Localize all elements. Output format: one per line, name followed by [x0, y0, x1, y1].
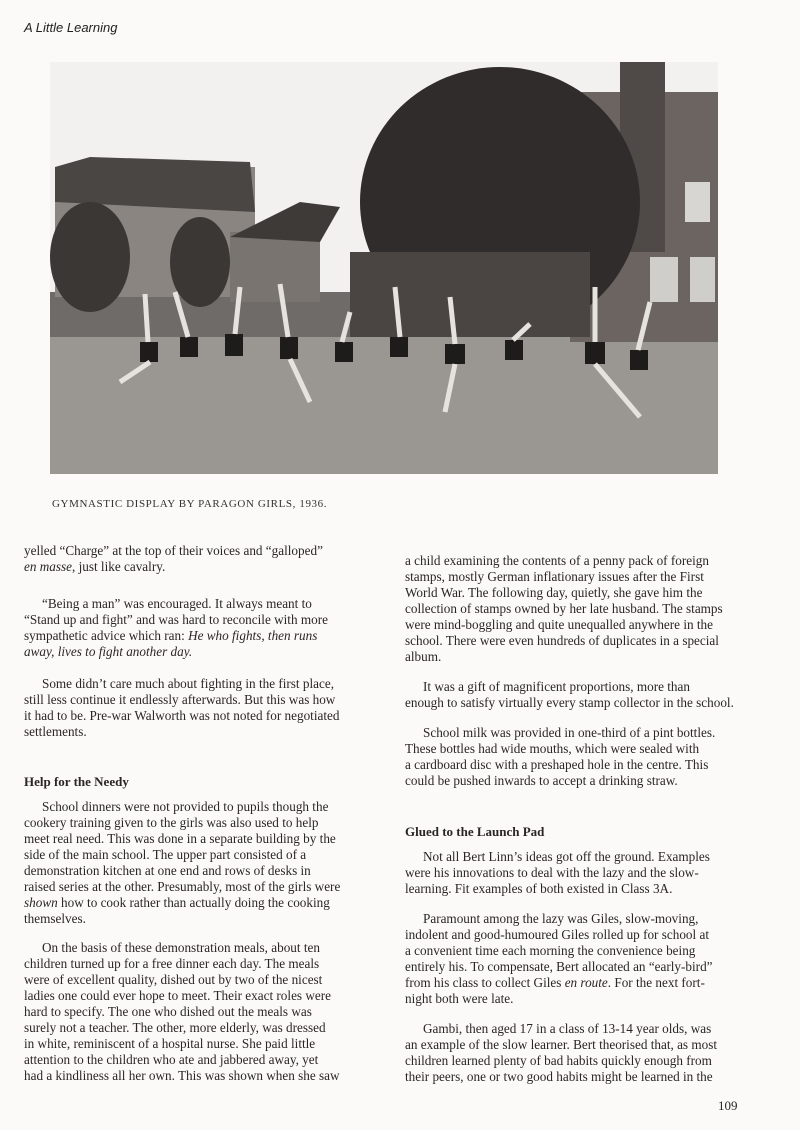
photo-caption: GYMNASTIC DISPLAY BY PARAGON GIRLS, 1936. — [52, 498, 328, 510]
text-line: “Stand up and fight” and was hard to reconcile with more — [24, 612, 328, 627]
text-line: collection of stamps owned by her late husband. The stamps — [405, 601, 723, 616]
text-line: ladies one could ever hope to meet. Their exact roles were — [24, 988, 331, 1003]
text-line: These bottles had wide mouths, which were sealed with — [405, 741, 700, 756]
text-line: Gambi, then aged 17 in a class of 13-14 year olds, was — [423, 1021, 712, 1036]
paragraph — [24, 543, 323, 575]
paragraph — [405, 911, 713, 1007]
text-line: School milk was provided in one-third of a pint bottles. — [423, 725, 716, 740]
text-line: a child examining the contents of a penny pack of foreign — [405, 553, 709, 568]
text-line: in white, reminiscent of a hospital nurse. She paid little — [24, 1036, 316, 1051]
text-line: yelled “Charge” at the top of their voices and “galloped” — [24, 543, 323, 558]
section-heading: Help for the Needy — [24, 774, 129, 789]
italic-text: He who fights, then runs — [188, 628, 318, 643]
text-line: a convenient time each morning the convenience being — [405, 943, 696, 958]
text-line: night both were late. — [405, 991, 514, 1006]
text-line: surely not a teacher. The other, more elderly, was dressed — [24, 1020, 326, 1035]
italic-text: away, lives to fight another day. — [24, 644, 193, 659]
paragraph — [405, 849, 710, 897]
text-line — [24, 628, 328, 644]
text-line — [24, 895, 340, 911]
paragraph — [24, 676, 339, 740]
text-line: settlements. — [24, 724, 87, 739]
italic-text: shown — [24, 895, 58, 910]
text-line: “Being a man” was encouraged. It always meant to — [42, 596, 312, 611]
text-line: an example of the slow learner. Bert theorised that, as most — [405, 1037, 718, 1052]
text-line: still less continue it endlessly afterwards. But this was how — [24, 692, 336, 707]
section-heading: Glued to the Launch Pad — [405, 824, 545, 839]
text-line — [24, 559, 323, 575]
text-run: sympathetic advice which ran: — [24, 628, 189, 643]
text-line: entirely his. To compensate, Bert allocated an “early-bird” — [405, 959, 713, 974]
text-line: enough to satisfy virtually every stamp collector in the school. — [405, 695, 734, 710]
text-run: how to cook rather than actually doing the cooking — [57, 895, 330, 910]
paragraph — [405, 1021, 717, 1085]
paragraph — [405, 553, 723, 665]
paragraph — [405, 679, 734, 711]
text-line: hard to specify. The one who dished out the meals was — [24, 1004, 312, 1019]
paragraph — [405, 725, 715, 789]
text-line: a cardboard disc with a preshaped hole in the centre. This — [405, 757, 709, 772]
text-line: indolent and good-humoured Giles rolled up for school at — [405, 927, 709, 942]
text-line: meet real need. This was done in a separate building by the — [24, 831, 336, 846]
italic-text: en masse — [24, 559, 72, 574]
text-line: stamps, mostly German inflationary issues after the First — [405, 569, 704, 584]
text-run: from his class to collect Giles — [405, 975, 565, 990]
text-line: cookery training given to the girls was also used to help — [24, 815, 319, 830]
text-line: Not all Bert Linn’s ideas got off the ground. Examples — [423, 849, 710, 864]
text-line: album. — [405, 649, 442, 664]
text-line: World War. The following day, quietly, she gave him the — [405, 585, 703, 600]
gymnastics-photo — [50, 62, 718, 474]
text-line: Paramount among the lazy was Giles, slow-moving, — [423, 911, 699, 926]
text-line: children learned plenty of bad habits quickly enough from — [405, 1053, 712, 1068]
paragraph — [24, 940, 339, 1084]
text-line: attention to the children who ate and jabbered away, yet — [24, 1052, 319, 1067]
text-line: On the basis of these demonstration meals, about ten — [42, 940, 320, 955]
text-line — [405, 975, 713, 991]
running-head: A Little Learning — [24, 20, 118, 35]
italic-text: en route — [564, 975, 608, 990]
text-line: learning. Fit examples of both existed in Class 3A. — [405, 881, 673, 896]
text-line: were of excellent quality, dished out by two of the nicest — [24, 972, 323, 987]
text-line: were mind-boggling and quite unequalled anywhere in the — [405, 617, 713, 632]
text-line: it had to be. Pre-war Walworth was not noted for negotiated — [24, 708, 340, 723]
text-line: School dinners were not provided to pupils though the — [42, 799, 329, 814]
text-line: It was a gift of magnificent proportions, more than — [423, 679, 690, 694]
paragraph — [24, 596, 328, 660]
text-line: raised series at the other. Presumably, most of the girls were — [24, 879, 341, 894]
page-number: 109 — [718, 1098, 738, 1113]
text-line: themselves. — [24, 911, 86, 926]
text-line: school. There were even hundreds of duplicates in a special — [405, 633, 719, 648]
text-line: their peers, one or two good habits might be learned in the — [405, 1069, 713, 1084]
text-line: demonstration kitchen at one end and rows of desks in — [24, 863, 311, 878]
text-line: could be pushed inwards to accept a drinking straw. — [405, 773, 678, 788]
text-line: Some didn’t care much about fighting in the first place, — [42, 676, 335, 691]
text-run: . For the next fort- — [607, 975, 705, 990]
text-line: were his innovations to deal with the lazy and the slow- — [405, 865, 699, 880]
text-run: , just like cavalry. — [71, 559, 166, 574]
text-line: side of the main school. The upper part consisted of a — [24, 847, 307, 862]
text-line: children turned up for a free dinner each day. The meals — [24, 956, 320, 971]
paragraph — [24, 799, 340, 927]
text-line: had a kindliness all her own. This was shown when she saw — [24, 1068, 340, 1083]
